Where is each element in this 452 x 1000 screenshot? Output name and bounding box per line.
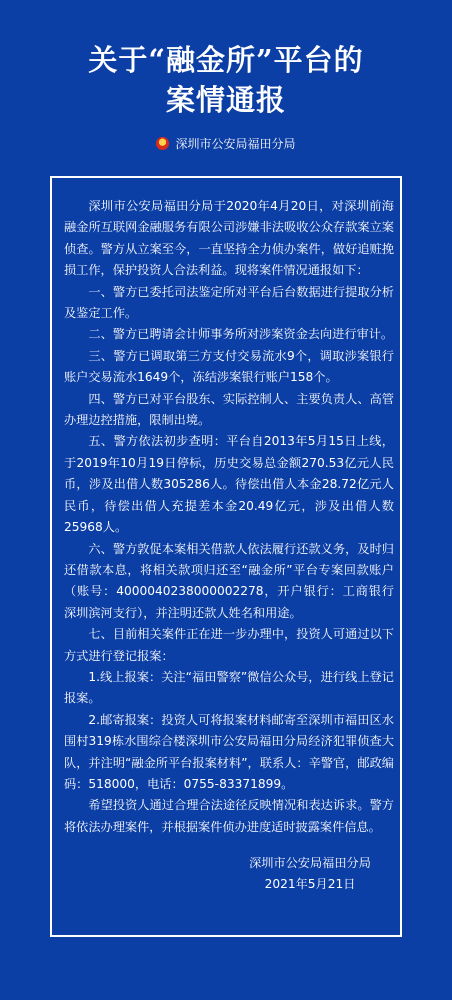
paragraph-closing: 希望投资人通过合理合法途径反映情况和表达诉求。警方将依法办理案件，并根据案件侦办进度适时披露案件信息。 bbox=[64, 798, 394, 834]
notice-body bbox=[64, 196, 394, 838]
issuer-header bbox=[0, 136, 452, 152]
paragraph-intro: 深圳市公安局福田分局于2020年4月20日，对深圳前海融金所互联网金融服务有限公司涉嫌非法吸收公众存款案立案侦查。警方从立案至今，一直坚持全力侦办案件，做好追赃挽损工作，保护投资人合法利益。现将案件情况通报如下： bbox=[64, 199, 394, 278]
issuer-name: 深圳市公安局福田分局 bbox=[175, 137, 296, 151]
paragraph-item-1: 一、警方已委托司法鉴定所对平台后台数据进行提取分析及鉴定工作。 bbox=[64, 284, 394, 321]
paragraph-mail-report: 2.邮寄报案：投资人可将报案材料邮寄至深圳市福田区水围村319栋水围综合楼深圳市公安局福田分局经济犯罪侦查大队，并注明“融金所平台报案材料”，联系人：辛警官，邮政编码：518000，电话：0755-83371899。 bbox=[64, 712, 394, 791]
paragraph-item-3: 三、警方已调取第三方支付交易流水9个，调取涉案银行账户交易流水1649个，冻结涉案银行账户158个。 bbox=[64, 348, 394, 385]
police-emblem-icon bbox=[156, 137, 169, 150]
paragraph-item-4: 四、警方已对平台股东、实际控制人、主要负责人、高管办理边控措施，限制出境。 bbox=[64, 391, 394, 428]
page-title bbox=[0, 40, 452, 120]
paragraph-item-6: 六、警方敦促本案相关借款人依法履行还款义务，及时归还借款本息，将相关款项归还至“融金所”平台专案回款账户（账号：4000040238000002278，开户银行：工商银行深圳滨河支行），并注明还款人姓名和用途。 bbox=[64, 541, 394, 620]
title-line-1: 关于“融金所”平台的 bbox=[88, 43, 364, 77]
paragraph-item-2: 二、警方已聘请会计师事务所对涉案资金去向进行审计。 bbox=[88, 327, 394, 342]
paragraph-item-7: 七、目前相关案件正在进一步办理中，投资人可通过以下方式进行登记报案： bbox=[64, 627, 394, 663]
title-line-2: 案情通报 bbox=[165, 83, 286, 117]
paragraph-online-report: 1.线上报案：关注“福田警察”微信公众号，进行线上登记报案。 bbox=[64, 669, 394, 706]
signature-block bbox=[230, 853, 390, 896]
paragraph-item-5: 五、警方依法初步查明：平台自2013年5月15日上线，于2019年10月19日停标，历史交易总金额270.53亿元人民币，涉及出借人数305286人。待偿出借人本金28.72亿元人民币，待偿出借人充提差本金20.49亿元，涉及出借人数25968人。 bbox=[64, 434, 394, 535]
signature-org: 深圳市公安局福田分局 bbox=[249, 856, 371, 870]
signature-date: 2021年5月21日 bbox=[264, 877, 356, 892]
